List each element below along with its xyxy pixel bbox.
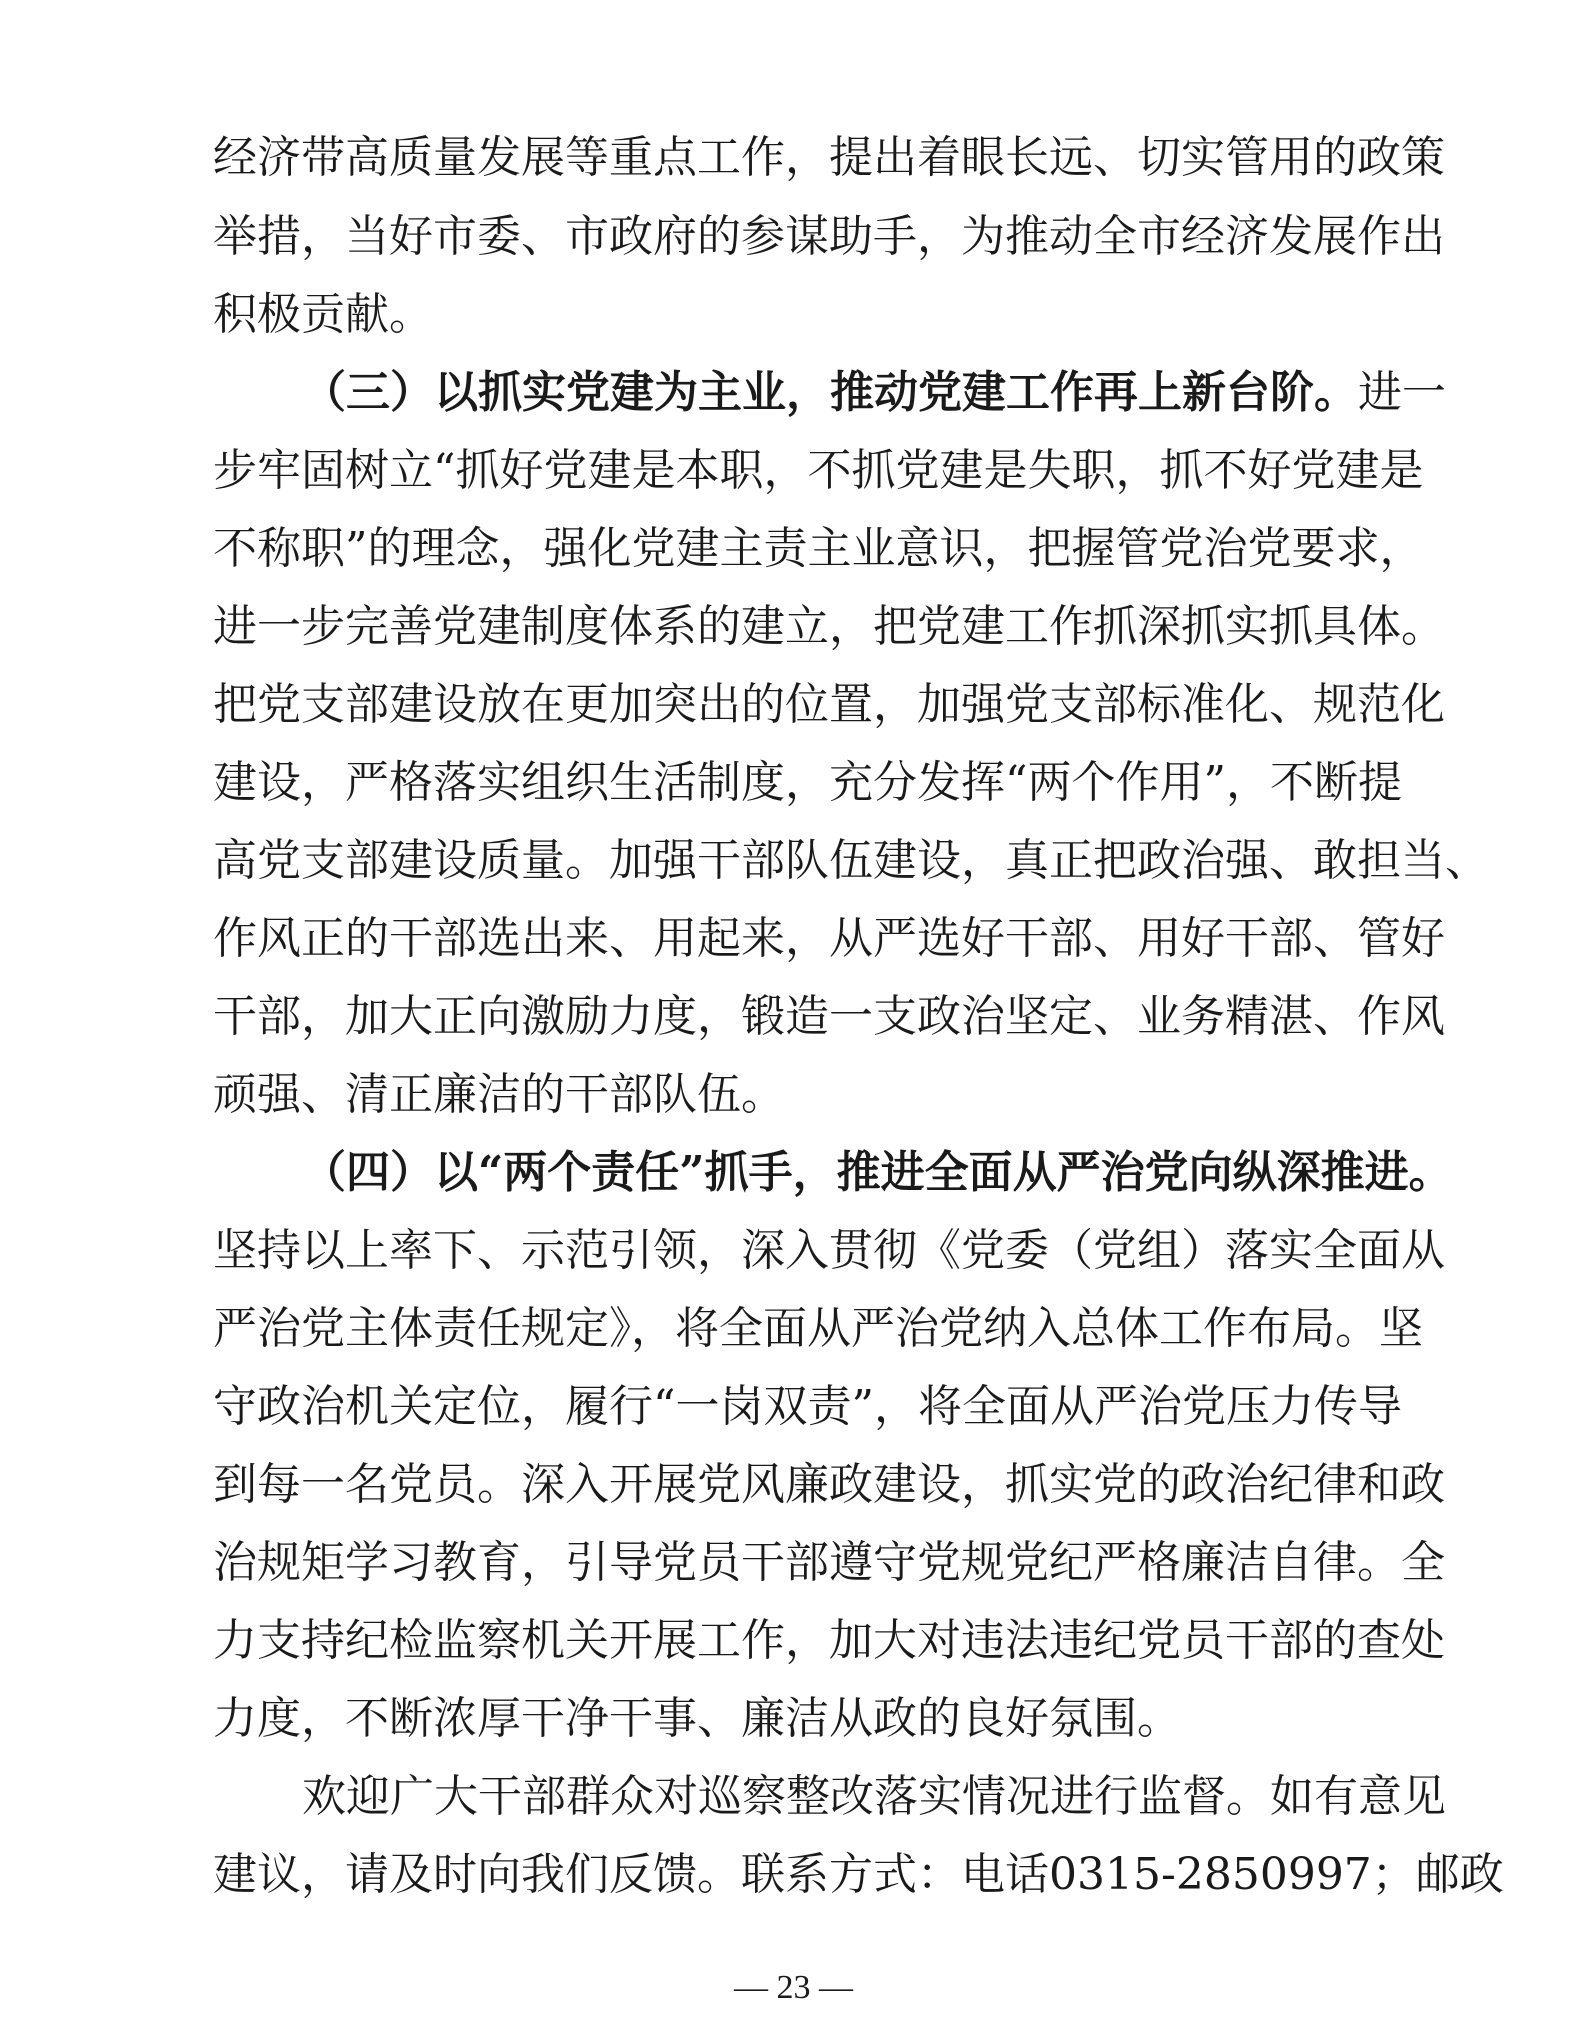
paragraph-3-line-5: 到每一名党员。深入开展党风廉政建设，抓实党的政治纪律和政 <box>213 1459 1445 1510</box>
section-heading-4: （四）以“两个责任”抓手，推进全面从严治党向纵深推进。 <box>302 1147 1453 1198</box>
paragraph-2-line-4: 进一步完善党建制度体系的建立，把党建工作抓深抓实抓具体。 <box>213 601 1445 652</box>
page-number: — 23 — <box>734 1969 853 2006</box>
paragraph-2-line-9: 干部，加大正向激励力度，锻造一支政治坚定、业务精湛、作风 <box>213 991 1445 1042</box>
paragraph-2-lead-tail: 进一 <box>1358 367 1446 418</box>
paragraph-2-line-2: 步牢固树立“抓好党建是本职，不抓党建是失职，抓不好党建是 <box>213 445 1424 496</box>
paragraph-3-line-3: 严治党主体责任规定》，将全面从严治党纳入总体工作布局。坚 <box>213 1303 1423 1354</box>
paragraph-2-line-1 <box>302 363 1446 423</box>
paragraph-1-line-1: 经济带高质量发展等重点工作，提出着眼长远、切实管用的政策 <box>213 132 1445 183</box>
paragraph-2-line-5: 把党支部建设放在更加突出的位置，加强党支部标准化、规范化 <box>213 679 1445 730</box>
paragraph-1-line-2: 举措，当好市委、市政府的参谋助手，为推动全市经济发展作出 <box>213 211 1445 262</box>
paragraph-2-line-6: 建设，严格落实组织生活制度，充分发挥“两个作用”，不断提 <box>213 757 1402 808</box>
paragraph-4-line-1: 欢迎广大干部群众对巡察整改落实情况进行监督。如有意见 <box>302 1771 1446 1822</box>
paragraph-2-line-8: 作风正的干部选出来、用起来，从严选好干部、用好干部、管好 <box>213 913 1445 964</box>
section-heading-3: （三）以抓实党建为主业，推动党建工作再上新台阶。 <box>302 367 1358 418</box>
paragraph-2-line-7: 高党支部建设质量。加强干部队伍建设，真正把政治强、敢担当、 <box>213 835 1489 886</box>
paragraph-3-line-8: 力度，不断浓厚干净干事、廉洁从政的良好氛围。 <box>213 1693 1181 1744</box>
paragraph-4-line-2: 建议，请及时向我们反馈。联系方式：电话0315-2850997；邮政 <box>213 1849 1504 1900</box>
paragraph-1-line-3: 积极贡献。 <box>213 289 433 340</box>
paragraph-3-line-2: 坚持以上率下、示范引领，深入贯彻《党委（党组）落实全面从 <box>213 1225 1445 1276</box>
paragraph-2-line-10: 顽强、清正廉洁的干部队伍。 <box>213 1069 785 1120</box>
paragraph-3-line-4: 守政治机关定位，履行“一岗双责”，将全面从严治党压力传导 <box>213 1381 1402 1432</box>
paragraph-3-line-7: 力支持纪检监察机关开展工作，加大对违法违纪党员干部的查处 <box>213 1615 1445 1666</box>
paragraph-2-line-3: 不称职”的理念，强化党建主责主业意识，把握管党治党要求， <box>213 523 1424 574</box>
paragraph-3-line-6: 治规矩学习教育，引导党员干部遵守党规党纪严格廉洁自律。全 <box>213 1537 1445 1588</box>
